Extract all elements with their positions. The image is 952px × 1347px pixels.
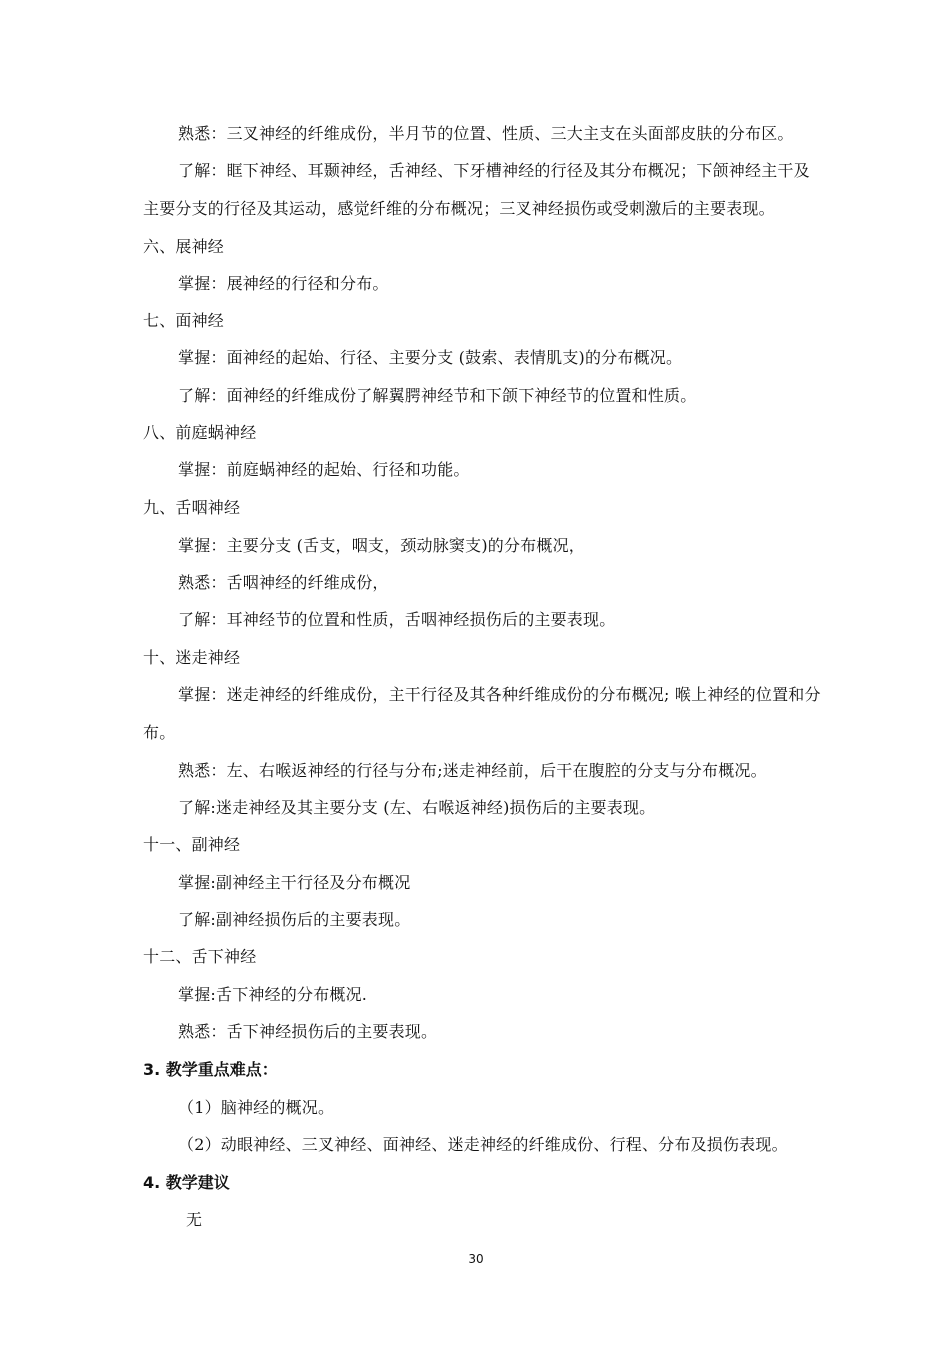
text-line: 掌握：迷走神经的纤维成份，主干行径及其各种纤维成份的分布概况; 喉上神经的位置和分 (178, 685, 821, 704)
list-item: （1）脑神经的概况。 (178, 1098, 335, 1117)
list-item: （2）动眼神经、三叉神经、面神经、迷走神经的纤维成份、行程、分布及损伤表现。 (178, 1135, 788, 1154)
text-line: 掌握:副神经主干行径及分布概况 (178, 873, 411, 892)
text-line: 熟悉：左、右喉返神经的行径与分布;迷走神经前，后干在腹腔的分支与分布概况。 (178, 761, 767, 780)
section-heading: 十、迷走神经 (143, 648, 241, 667)
section-heading: 六、展神经 (143, 237, 225, 256)
section-heading: 九、舌咽神经 (143, 498, 241, 517)
section-heading: 七、面神经 (143, 311, 225, 330)
text-line: 掌握：展神经的行径和分布。 (178, 274, 389, 293)
text-line: 了解：耳神经节的位置和性质，舌咽神经损伤后的主要表现。 (178, 610, 616, 629)
text-line: 布。 (143, 723, 176, 742)
text-line: 了解：眶下神经、耳颞神经，舌神经、下牙槽神经的行径及其分布概况；下颌神经主干及 (178, 161, 810, 180)
section-3-heading: 3. 教学重点难点： (143, 1060, 278, 1079)
text-line: 熟悉：舌下神经损伤后的主要表现。 (178, 1022, 438, 1041)
text-line: 了解:迷走神经及其主要分支 (左、右喉返神经)损伤后的主要表现。 (178, 798, 656, 817)
text-line: 掌握：主要分支 (舌支，咽支，颈动脉窦支)的分布概况， (178, 536, 585, 555)
text-line: 掌握:舌下神经的分布概况. (178, 985, 368, 1004)
text-line: 了解:副神经损伤后的主要表现。 (178, 910, 411, 929)
section-heading: 十二、舌下神经 (143, 947, 257, 966)
text-line: 掌握：前庭蜗神经的起始、行径和功能。 (178, 460, 470, 479)
section-4-body: 无 (186, 1210, 203, 1229)
section-heading: 十一、副神经 (143, 835, 241, 854)
text-line: 熟悉：三叉神经的纤维成份，半月节的位置、性质、三大主支在头面部皮肤的分布区。 (178, 124, 794, 143)
text-line: 主要分支的行径及其运动，感觉纤维的分布概况；三叉神经损伤或受刺激后的主要表现。 (143, 199, 775, 218)
section-heading: 八、前庭蜗神经 (143, 423, 257, 442)
text-line: 掌握：面神经的起始、行径、主要分支 (鼓索、表情肌支)的分布概况。 (178, 348, 683, 367)
section-4-heading: 4. 教学建议 (143, 1173, 230, 1192)
text-line: 熟悉：舌咽神经的纤维成份， (178, 573, 389, 592)
page-number: 30 (468, 1252, 484, 1266)
text-line: 了解：面神经的纤维成份了解翼腭神经节和下颌下神经节的位置和性质。 (178, 386, 697, 405)
